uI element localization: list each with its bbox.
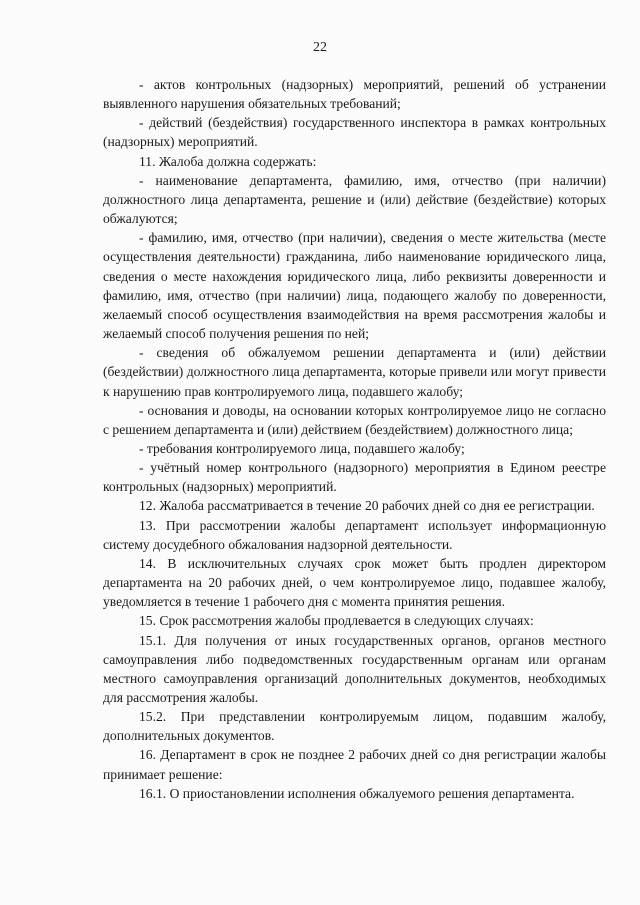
paragraph-item-11: 11. Жалоба должна содержать: xyxy=(139,153,317,169)
paragraph-applicant-details-item: - фамилию, имя, отчество (при наличии), сведения о месте жительства (месте осуществления деятельности) гражданина, либо наименование юридического лица, сведения о месте нахождения юридического лица, либо реквизиты доверенности и фамилию, имя, отчество (при наличии) лица, подающего жалобу по доверенности, желаемый способ осуществления взаимодействия на время рассмотрения жалобы и желаемый способ получения решения по ней; xyxy=(103,230,606,342)
paragraph-registry-number-item: - учётный номер контрольного (надзорного) мероприятия в Едином реестре контрольных (надзорных) мероприятий. xyxy=(103,460,606,495)
paragraph-item-16: 16. Департамент в срок не позднее 2 рабочих дней со дня регистрации жалобы принимает решение: xyxy=(103,747,606,782)
paragraph-item-13: 13. При рассмотрении жалобы департамент использует информационную систему досудебного обжалования надзорной деятельности. xyxy=(103,517,606,552)
paragraph-appealed-decision-item: - сведения об обжалуемом решении департамента и (или) действии (бездействии) должностного лица департамента, которые привели или могут привести к нарушению прав контролируемого лица, подавшего жалобу; xyxy=(103,345,606,399)
document-body xyxy=(103,75,606,803)
page-number: 22 xyxy=(313,40,327,55)
paragraph-item-16-1: 16.1. О приостановлении исполнения обжалуемого решения департамента. xyxy=(139,785,575,801)
paragraph-item-15-1: 15.1. Для получения от иных государственных органов, органов местного самоуправления либо подведомственных государственным органам или органам местного самоуправления организаций дополнительных документов, необходимых для рассмотрения жалобы. xyxy=(103,632,606,705)
paragraph-grounds-item: - основания и доводы, на основании которых контролируемое лицо не согласно с решением департамента и (или) действием (бездействием) должностного лица; xyxy=(103,402,606,437)
paragraph-item-14: 14. В исключительных случаях срок может быть продлен директором департамента на 20 рабочих дней, о чем контролируемое лицо, подавшее жалобу, уведомляется в течение 1 рабочего дня с момента принятия решения. xyxy=(103,555,606,610)
paragraph-item-15: 15. Срок рассмотрения жалобы продлевается в следующих случаях: xyxy=(139,613,534,629)
paragraph-acts-list-item: - актов контрольных (надзорных) мероприятий, решений об устранении выявленного нарушения обязательных требований; xyxy=(103,77,606,112)
paragraph-department-name-item: - наименование департамента, фамилию, имя, отчество (при наличии) должностного лица департамента, решение и (или) действие (бездействие) которых обжалуются; xyxy=(103,172,606,227)
paragraph-requirements-item: - требования контролируемого лица, подавшего жалобу; xyxy=(139,440,465,456)
paragraph-item-12: 12. Жалоба рассматривается в течение 20 рабочих дней со дня ее регистрации. xyxy=(139,498,595,514)
paragraph-actions-list-item: - действий (бездействия) государственного инспектора в рамках контрольных (надзорных) мероприятий. xyxy=(103,115,606,150)
paragraph-item-15-2: 15.2. При представлении контролируемым лицом, подавшим жалобу, дополнительных документов. xyxy=(103,709,606,744)
